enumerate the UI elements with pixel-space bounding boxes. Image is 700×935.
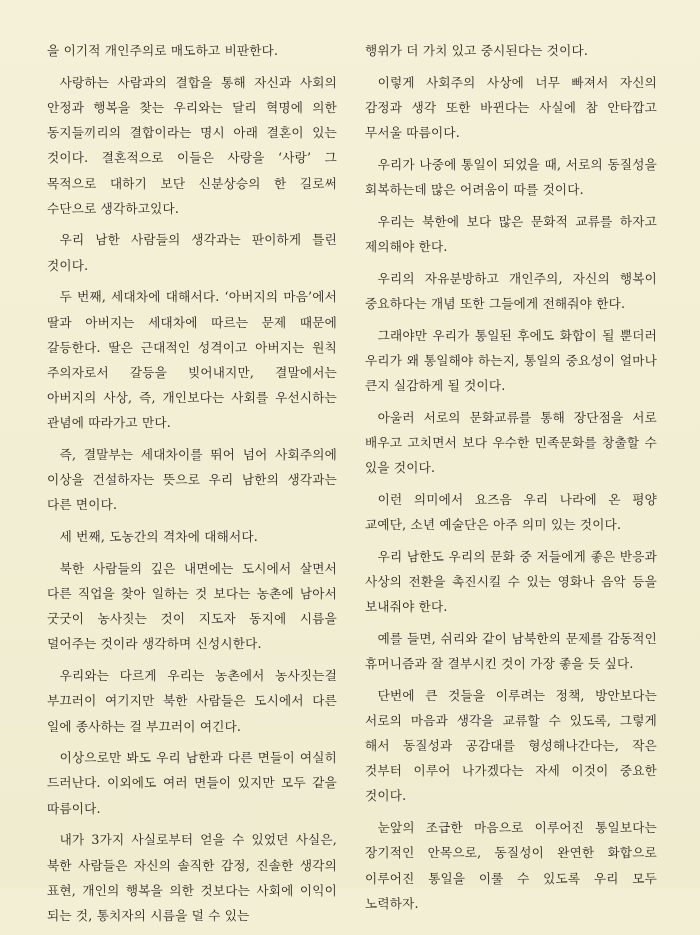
paragraph: 우리는 북한에 보다 많은 문화적 교류를 하자고 제의해야 한다. [365, 213, 657, 254]
paragraph: 북한 사람들의 깊은 내면에는 도시에서 살면서 다른 직업을 찾아 일하는 것 보다는 농촌에 남아서 굿굿이 농사짓는 것이 지도자 동지에 시름을 덜어주는 것이라 생각하며 신성시한다. [47, 560, 337, 652]
paragraph: 두 번째, 세대차에 대해서다. ‘아버지의 마음’에서 딸과 아버지는 세대차에 따르는 문제 때문에 갈등한다. 딸은 근대적인 성격이고 아버지는 원칙 주의자로서 갈등을 빚어내지만, 결말에서는 아버지의 사상, 즉, 개인보다는 사회를 우선시하는 관념에 따라가고 만다. [47, 289, 337, 431]
paragraph: 예를 들면, 쉬리와 같이 남북한의 문제를 감동적인 휴머니즘과 잘 결부시킨 것이 가장 좋을 듯 싶다. [365, 630, 657, 671]
paragraph: 즉, 결말부는 세대차이를 뛰어 넘어 사회주의에 이상을 건설하자는 뜻으로 우리 남한의 생각과는 다른 면이다. [47, 447, 337, 513]
paragraph: 우리가 나중에 통일이 되었을 때, 서로의 동질성을 회복하는데 많은 어려움이 따를 것이다. [365, 156, 657, 198]
left-text-column [47, 38, 337, 935]
right-text-column [365, 38, 657, 923]
paragraph: 이런 의미에서 요즈음 우리 나라에 온 평양 교예단, 소년 예술단은 아주 의미 있는 것이다. [365, 491, 657, 532]
paragraph: 단번에 큰 것들을 이루려는 정책, 방안보다는 서로의 마음과 생각을 교류할 수 있도록, 그렇게 해서 동질성과 공감대를 형성해나간다는, 작은 것부터 이루어 나가겠다는 자세 이것이 중요한 것이다. [365, 687, 657, 804]
paragraph: 우리와는 다르게 우리는 농촌에서 농사짓는걸 부끄러이 여기지만 북한 사람들은 도시에서 다른 일에 종사하는 걸 부끄러이 여긴다. [47, 668, 337, 734]
paragraph: 우리 남한도 우리의 문화 중 저들에게 좋은 반응과 사상의 전환을 촉진시킬 수 있는 영화나 음악 등을 보내줘야 한다. [365, 548, 657, 615]
paragraph: 세 번째, 도농간의 격차에 대해서다. [59, 529, 258, 545]
paragraph: 내가 3가지 사실로부터 얻을 수 있었던 사실은, 북한 사람들은 자신의 솔직한 감정, 진솔한 생각의 표현, 개인의 행복을 의한 것보다는 사회에 이익이 되는 것, 통치자의 시름을 덜 수 있는 [47, 832, 337, 923]
paragraph: 이상으로만 봐도 우리 남한과 다른 면들이 여실히 드러난다. 이외에도 여러 면들이 있지만 모두 같을 따름이다. [47, 750, 337, 816]
paragraph: 우리의 자유분방하고 개인주의, 자신의 행복이 중요하다는 개념 또한 그들에게 전해줘야 한다. [365, 270, 657, 311]
paragraph: 이렇게 사회주의 사상에 너무 빠져서 자신의 감정과 생각 또한 바뀐다는 사실에 참 안타깝고 무서울 따름이다. [365, 74, 657, 141]
paragraph: 그래야만 우리가 통일된 후에도 화합이 될 뿐더러 우리가 왜 통일해야 하는지, 통일의 중요성이 얼마나 큰지 실감하게 될 것이다. [365, 327, 657, 393]
paragraph: 사랑하는 사람과의 결합을 통해 자신과 사회의 안정과 행복을 찾는 우리와는 달리 혁명에 의한 동지들끼리의 결합이라는 명시 아래 결혼이 있는 것이다. 결혼적으로 이들은 사랑을 ‘사랑’ 그 목적으로 대하기 보단 신분상승의 한 길로써 수단으로 생각하고있다. [47, 74, 337, 216]
paragraph: 아울러 서로의 문화교류를 통해 장단점을 서로 배우고 고치면서 보다 우수한 민족문화를 창출할 수 있을 것이다. [365, 409, 657, 476]
paragraph: 을 이기적 개인주의로 매도하고 비판한다. [47, 43, 279, 58]
paragraph: 행위가 더 가치 있고 중시된다는 것이다. [365, 43, 589, 58]
paragraph: 눈앞의 조급한 마음으로 이루어진 통일보다는 장기적인 안목으로, 동질성이 완연한 화합으로 이루어진 통일을 이룰 수 있도록 우리 모두 노력하자. [365, 820, 657, 911]
paragraph: 우리 남한 사람들의 생각과는 판이하게 틀린 것이다. [47, 232, 337, 273]
